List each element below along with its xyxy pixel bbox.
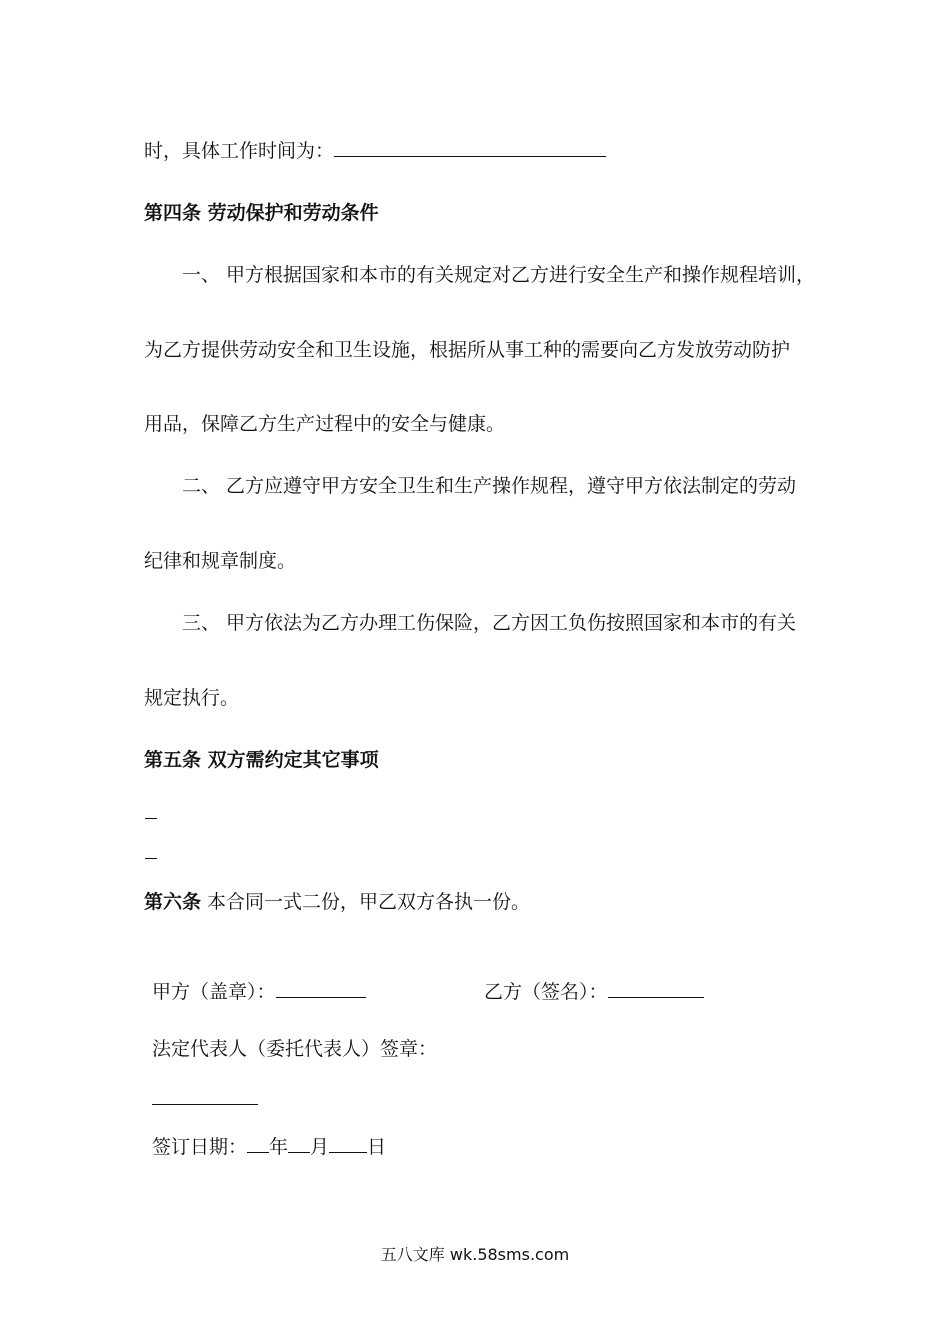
party-b-signature <box>484 979 704 1004</box>
legal-rep-blank <box>152 1104 258 1105</box>
month-blank <box>288 1134 310 1153</box>
day-blank <box>329 1134 367 1153</box>
date-label: 签订日期： <box>152 1136 248 1158</box>
article4-title: 第四条 劳动保护和劳动条件 <box>144 202 379 224</box>
article4-item1-line1: 一、 甲方根据国家和本市的有关规定对乙方进行安全生产和操作规程培训， <box>182 264 816 286</box>
party-a-signature <box>152 979 366 1004</box>
article4-item2-line1: 二、 乙方应遵守甲方安全卫生和生产操作规程，遵守甲方依法制定的劳动 <box>182 475 797 497</box>
party-a-blank <box>276 979 366 998</box>
article6-line <box>144 890 530 914</box>
worktime-line <box>144 138 606 163</box>
article4-item1-line2: 为乙方提供劳动安全和卫生设施，根据所从事工种的需要向乙方发放劳动防护 <box>144 339 791 361</box>
signing-date <box>152 1134 386 1159</box>
month-label: 月 <box>310 1136 330 1158</box>
year-label: 年 <box>269 1136 289 1158</box>
year-blank <box>247 1134 269 1153</box>
party-a-label: 甲方（盖章）： <box>152 981 276 1003</box>
article4-item2-line2: 纪律和规章制度。 <box>144 550 297 572</box>
article4-item3-line2: 规定执行。 <box>144 687 240 709</box>
worktime-label: 时，具体工作时间为： <box>144 140 335 162</box>
article6-label: 第六条 <box>144 891 202 913</box>
blank-line-2 <box>145 858 157 859</box>
party-b-blank <box>608 979 704 998</box>
article5-title: 第五条 双方需约定其它事项 <box>144 749 379 771</box>
day-label: 日 <box>367 1136 387 1158</box>
article4-item1-line3: 用品，保障乙方生产过程中的安全与健康。 <box>144 413 506 435</box>
blank-line-1 <box>145 818 157 819</box>
article6-text: 本合同一式二份，甲乙双方各执一份。 <box>201 891 531 913</box>
party-b-label: 乙方（签名）： <box>484 981 608 1003</box>
legal-rep-label: 法定代表人（委托代表人）签章： <box>152 1038 438 1060</box>
article4-item3-line1: 三、 甲方依法为乙方办理工伤保险，乙方因工负伤按照国家和本市的有关 <box>182 612 797 634</box>
footer-watermark: 五八文库 wk.58sms.com <box>380 1245 570 1264</box>
worktime-blank <box>334 138 606 157</box>
